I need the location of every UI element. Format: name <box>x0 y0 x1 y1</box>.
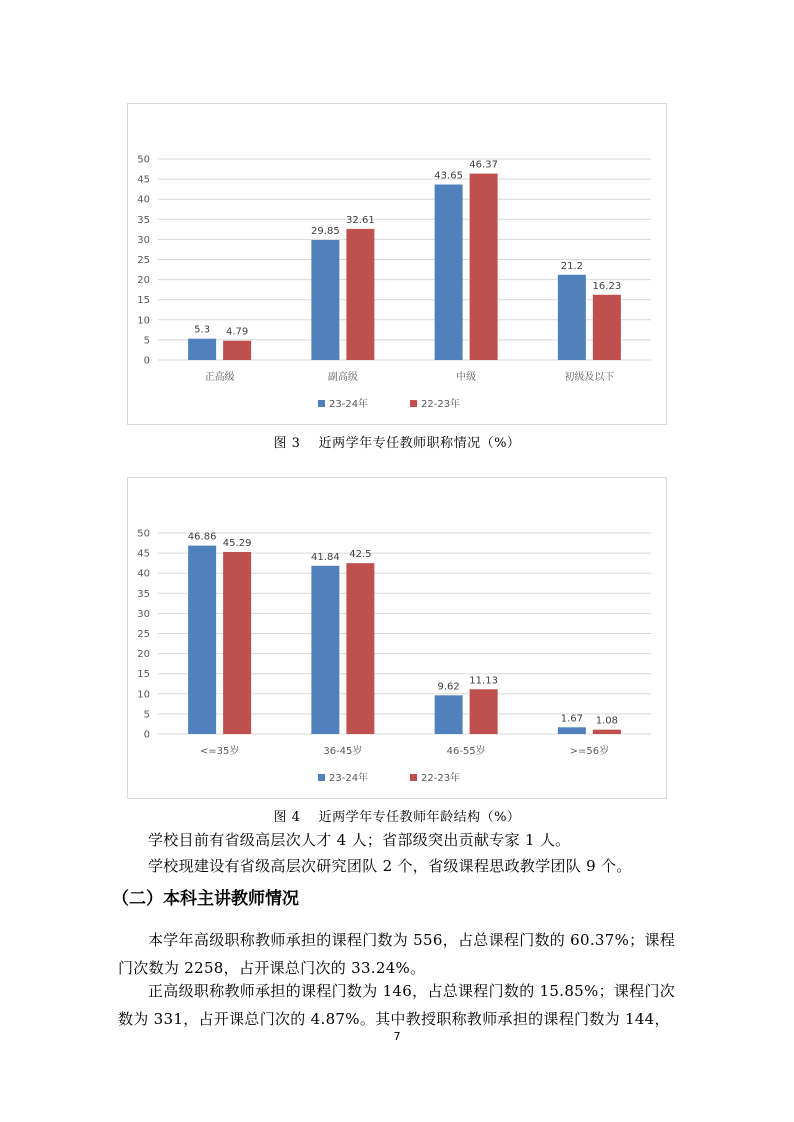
bar-series2 <box>223 552 251 734</box>
bar-series1 <box>188 339 216 360</box>
x-tick-label: 副高级 <box>327 372 358 383</box>
paragraph-talents <box>118 829 678 852</box>
y-tick-label: 25 <box>137 255 150 266</box>
section-heading: （二）本科主讲教师情况 <box>112 889 299 909</box>
legend-label: 23-24年 <box>329 773 369 784</box>
bar-series1 <box>435 695 463 734</box>
paragraph-senior-courses-text: 本学年高级职称教师承担的课程门数为 556，占总课程门数的 60.37%；课程门次数为 2258，占开课总门次的 33.24%。 <box>118 931 676 977</box>
x-tick-label: 正高级 <box>204 372 235 383</box>
legend-label: 23-24年 <box>329 399 369 410</box>
y-tick-label: 45 <box>137 174 150 186</box>
data-label: 41.84 <box>311 551 340 563</box>
data-label: 5.3 <box>194 324 211 336</box>
y-tick-label: 15 <box>137 669 150 681</box>
x-tick-label: 初级及以下 <box>564 372 615 383</box>
y-tick-label: 35 <box>137 214 150 226</box>
figure-3-caption: 图 3 近两学年专任教师职称情况（%） <box>273 436 521 451</box>
data-label: 16.23 <box>592 280 622 292</box>
bar-series2 <box>470 174 498 360</box>
legend-swatch <box>318 400 325 407</box>
y-tick-label: 40 <box>137 568 150 580</box>
data-label: 1.08 <box>595 715 619 727</box>
page-number: 7 <box>393 1030 401 1043</box>
y-tick-label: 50 <box>137 154 150 166</box>
y-tick-label: 0 <box>143 355 150 367</box>
y-tick-label: 10 <box>137 315 150 327</box>
legend-swatch <box>410 400 417 407</box>
bar-series2 <box>223 341 251 360</box>
data-label: 9.62 <box>437 681 460 693</box>
x-tick-label: 46-55岁 <box>446 746 486 757</box>
figure-4-caption: 图 4 近两学年专任教师年龄结构（%） <box>273 810 521 825</box>
y-tick-label: 5 <box>143 709 150 721</box>
y-tick-label: 0 <box>143 729 150 741</box>
x-tick-label: <=35岁 <box>199 746 240 757</box>
x-tick-label: 中级 <box>456 372 477 383</box>
bar-series1 <box>558 727 586 734</box>
bar-series1 <box>558 275 586 360</box>
bar-series1 <box>188 546 216 734</box>
chart1-svg <box>128 104 668 426</box>
data-label: 45.29 <box>222 537 252 549</box>
chart2-svg <box>128 478 668 800</box>
chart-age-structure <box>127 477 667 799</box>
bar-series2 <box>346 563 374 734</box>
y-tick-label: 40 <box>137 194 150 206</box>
y-tick-label: 25 <box>137 629 150 640</box>
legend-label: 22-23年 <box>421 773 461 784</box>
data-label: 29.85 <box>311 226 340 238</box>
y-tick-label: 30 <box>137 608 150 620</box>
chart-professional-title <box>127 103 667 425</box>
bar-series2 <box>593 730 621 734</box>
data-label: 46.37 <box>469 159 498 171</box>
legend-swatch <box>410 774 417 781</box>
bar-series1 <box>435 185 463 360</box>
y-tick-label: 50 <box>137 528 150 540</box>
bar-series2 <box>346 229 374 360</box>
paragraph-senior-courses <box>118 926 678 982</box>
data-label: 4.79 <box>225 326 249 338</box>
data-label: 32.61 <box>346 214 375 226</box>
y-tick-label: 30 <box>137 234 150 246</box>
bar-series1 <box>311 240 339 360</box>
paragraph-teams-text: 学校现建设有省级高层次研究团队 2 个，省级课程思政教学团队 9 个。 <box>148 857 632 875</box>
y-tick-label: 5 <box>143 335 150 347</box>
data-label: 21.2 <box>560 260 584 272</box>
data-label: 43.65 <box>434 170 463 182</box>
x-tick-label: >=56岁 <box>569 746 610 757</box>
paragraph-talents-text: 学校目前有省级高层次人才 4 人；省部级突出贡献专家 1 人。 <box>148 831 571 849</box>
y-tick-label: 15 <box>137 295 150 307</box>
data-label: 42.5 <box>349 549 372 561</box>
legend-swatch <box>318 774 325 781</box>
legend-label: 22-23年 <box>421 399 461 410</box>
y-tick-label: 35 <box>137 588 150 600</box>
paragraph-full-senior-courses <box>118 977 678 1033</box>
x-tick-label: 36-45岁 <box>323 746 363 757</box>
bar-series2 <box>470 689 498 734</box>
y-tick-label: 20 <box>137 649 150 661</box>
bar-series2 <box>593 295 621 360</box>
y-tick-label: 20 <box>137 275 150 287</box>
y-tick-label: 10 <box>137 689 150 701</box>
paragraph-full-senior-courses-text: 正高级职称教师承担的课程门数为 146，占总课程门数的 15.85%；课程门次数为 331，占开课总门次的 4.87%。其中教授职称教师承担的课程门数为 144， <box>118 982 676 1028</box>
data-label: 11.13 <box>469 675 498 687</box>
paragraph-teams <box>118 855 678 878</box>
bar-series1 <box>311 566 339 734</box>
data-label: 1.67 <box>560 713 584 725</box>
y-tick-label: 45 <box>137 548 150 560</box>
data-label: 46.86 <box>187 531 217 543</box>
